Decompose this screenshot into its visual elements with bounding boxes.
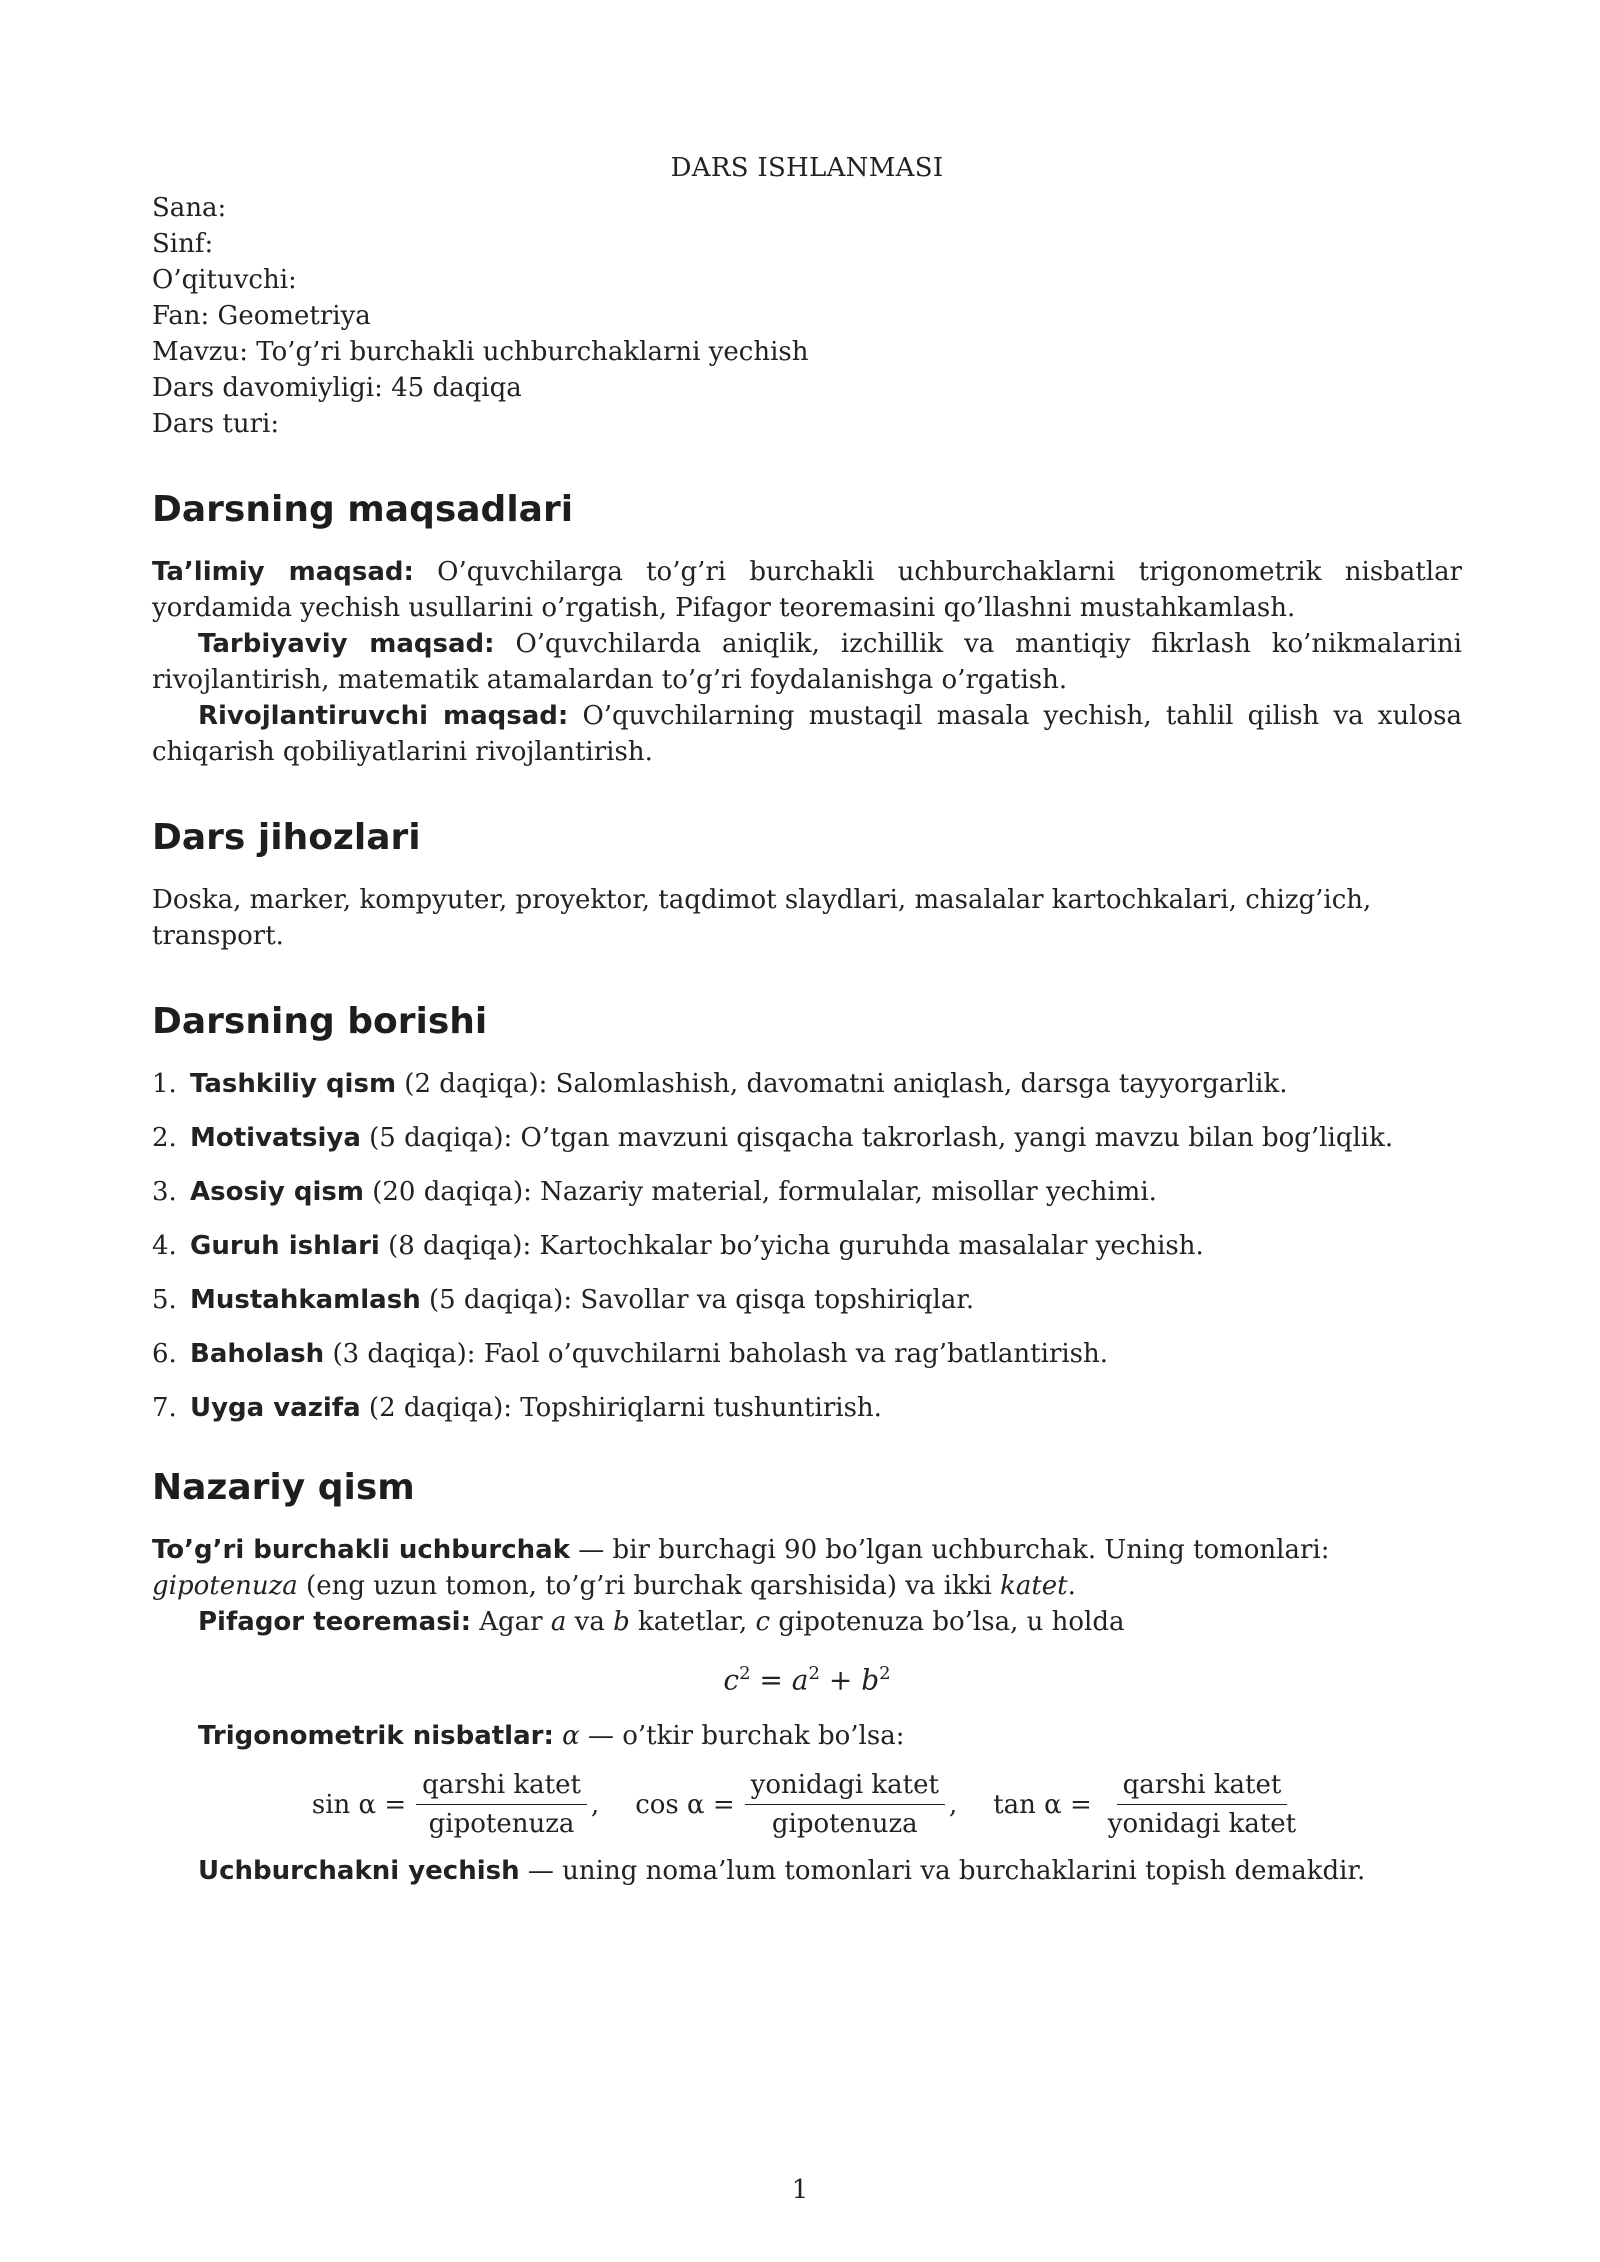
list-item-number: 4. bbox=[152, 1231, 177, 1261]
progress-heading: Darsning borishi bbox=[152, 1001, 488, 1042]
fraction-numerator: yonidagi katet bbox=[745, 1768, 945, 1805]
equipment-heading: Dars jihozlari bbox=[152, 817, 421, 858]
formula-lhs: sin α = bbox=[311, 1789, 407, 1820]
list-item-text: (2 daqiqa): Salomlashish, davomatni aniqlash, darsga tayyorgarlik. bbox=[396, 1069, 1288, 1099]
triangle-solving-definition bbox=[152, 1853, 1462, 1889]
meta-subject: Fan: Geometriya bbox=[152, 301, 371, 331]
list-item-label: Asosiy qism bbox=[190, 1177, 364, 1207]
fraction bbox=[416, 1768, 587, 1841]
goal-upbringing-label: Tarbiyaviy maqsad: bbox=[198, 629, 495, 659]
statement-text: va bbox=[566, 1607, 614, 1637]
separator: , bbox=[948, 1789, 958, 1820]
meta-lesson-type: Dars turi: bbox=[152, 409, 280, 439]
list-item bbox=[152, 1390, 1462, 1426]
list-item bbox=[152, 1120, 1462, 1156]
eq-a: a bbox=[791, 1663, 809, 1697]
eq-exponent: 2 bbox=[808, 1663, 820, 1684]
statement-text: Agar bbox=[470, 1607, 551, 1637]
list-item-number: 2. bbox=[152, 1123, 177, 1153]
trig-ratios-intro bbox=[152, 1718, 1462, 1754]
list-item bbox=[152, 1336, 1462, 1372]
eq-exponent: 2 bbox=[879, 1663, 891, 1684]
fraction bbox=[745, 1768, 945, 1841]
goal-developmental bbox=[152, 698, 1462, 770]
eq-exponent: 2 bbox=[739, 1663, 751, 1684]
list-item-label: Baholash bbox=[190, 1339, 325, 1369]
list-item-label: Tashkiliy qism bbox=[190, 1069, 397, 1099]
goal-developmental-text: O’quvchilarning mustaqil masala yechish, tahlil qilish va xulosa chiqarish qobiliyatlarini rivojlantirish. bbox=[152, 701, 1463, 767]
list-item-text: (8 daqiqa): Kartochkalar bo’yicha guruhda masalalar yechish. bbox=[379, 1231, 1204, 1261]
equipment-text: Doska, marker, kompyuter, proyektor, taqdimot slaydlari, masalalar kartochkalari, chizg’ich, transport. bbox=[152, 885, 1372, 951]
list-item-number: 1. bbox=[152, 1069, 177, 1099]
formula-lhs: cos α = bbox=[635, 1789, 735, 1820]
progress-list bbox=[152, 1066, 1462, 1426]
list-item-number: 6. bbox=[152, 1339, 177, 1369]
meta-teacher: O’qituvchi: bbox=[152, 265, 297, 295]
meta-class: Sinf: bbox=[152, 229, 214, 259]
var-b: b bbox=[613, 1607, 630, 1637]
fraction bbox=[1102, 1768, 1302, 1841]
fraction-numerator: qarshi katet bbox=[416, 1768, 587, 1805]
goal-upbringing bbox=[152, 626, 1462, 698]
list-item-text: (2 daqiqa): Topshiriqlarni tushuntirish. bbox=[360, 1393, 882, 1423]
statement-text: gipotenuza bo’lsa, u holda bbox=[770, 1607, 1125, 1637]
term-hypotenuse: gipotenuza bbox=[152, 1571, 298, 1601]
pythagoras-statement bbox=[152, 1604, 1462, 1640]
fraction-denominator: gipotenuza bbox=[428, 1809, 575, 1840]
meta-block bbox=[152, 190, 1462, 442]
var-alpha: α bbox=[562, 1721, 580, 1752]
list-item-text: (20 daqiqa): Nazariy material, formulalar, misollar yechimi. bbox=[363, 1177, 1157, 1207]
sin-formula bbox=[312, 1768, 599, 1841]
eq-c: c bbox=[723, 1663, 740, 1697]
list-item-label: Motivatsiya bbox=[190, 1123, 361, 1153]
list-item-text: (5 daqiqa): Savollar va qisqa topshiriqlar. bbox=[420, 1285, 975, 1315]
solve-text: — uning noma’lum tomonlari va burchaklarini topish demakdir. bbox=[519, 1856, 1366, 1887]
list-item-number: 3. bbox=[152, 1177, 177, 1207]
right-triangle-definition bbox=[152, 1532, 1462, 1604]
goal-developmental-label: Rivojlantiruvchi maqsad: bbox=[198, 701, 569, 731]
list-item-number: 7. bbox=[152, 1393, 177, 1423]
list-item-label: Mustahkamlash bbox=[190, 1285, 421, 1315]
goal-educational-label: Ta’limiy maqsad: bbox=[152, 557, 414, 587]
pythagoras-equation bbox=[152, 1654, 1462, 1700]
goal-educational bbox=[152, 554, 1462, 626]
term-leg: katet bbox=[1000, 1571, 1068, 1601]
list-item-number: 5. bbox=[152, 1285, 177, 1315]
list-item-label: Guruh ishlari bbox=[190, 1231, 380, 1261]
trig-ratio-formulas bbox=[152, 1768, 1462, 1841]
meta-duration: Dars davomiyligi: 45 daqiqa bbox=[152, 373, 522, 403]
list-item-text: (3 daqiqa): Faol o’quvchilarni baholash va rag’batlantirish. bbox=[324, 1339, 1109, 1369]
trig-label: Trigonometrik nisbatlar: bbox=[198, 1721, 554, 1752]
list-item bbox=[152, 1066, 1462, 1102]
fraction-denominator: yonidagi katet bbox=[1107, 1809, 1297, 1840]
fraction-numerator: qarshi katet bbox=[1117, 1768, 1288, 1805]
goals-heading: Darsning maqsadlari bbox=[152, 489, 574, 530]
meta-date: Sana: bbox=[152, 193, 227, 223]
goal-upbringing-text: O’quvchilarda aniqlik, izchillik va mantiqiy fikrlash ko’nikmalarini rivojlantirish, matematik atamalardan to’g’ri foydalanishga o’rgatish. bbox=[152, 629, 1462, 695]
definition-text: . bbox=[1067, 1571, 1076, 1601]
statement-text: katetlar, bbox=[629, 1607, 756, 1637]
theory-heading: Nazariy qism bbox=[152, 1467, 415, 1508]
formula-lhs: tan α = bbox=[993, 1789, 1092, 1820]
definition-text: — bir burchagi 90 bo’lgan uchburchak. Uning tomonlari: bbox=[570, 1535, 1330, 1565]
tan-formula bbox=[993, 1768, 1302, 1841]
goal-educational-text: O’quvchilarga to’g’ri burchakli uchburchaklarni trigonometrik nisbatlar yordamida yechish usullarini o’rgatish, Pifagor teoremasini qo’llashni mustahkamlash. bbox=[152, 557, 1462, 623]
list-item bbox=[152, 1174, 1462, 1210]
trig-text: — o’tkir burchak bo’lsa: bbox=[579, 1721, 905, 1752]
eq-equals: = bbox=[750, 1663, 792, 1697]
var-c: c bbox=[755, 1607, 771, 1637]
page-number: 1 bbox=[791, 2175, 809, 2205]
cos-formula bbox=[635, 1768, 957, 1841]
definition-text: (eng uzun tomon, to’g’ri burchak qarshisida) va ikki bbox=[297, 1571, 1001, 1601]
solve-label: Uchburchakni yechish bbox=[198, 1856, 520, 1887]
pythagoras-label: Pifagor teoremasi: bbox=[198, 1607, 471, 1637]
document-title: DARS ISHLANMASI bbox=[670, 153, 944, 183]
list-item bbox=[152, 1228, 1462, 1264]
list-item-text: (5 daqiqa): O’tgan mavzuni qisqacha takrorlash, yangi mavzu bilan bog’liqlik. bbox=[360, 1123, 1394, 1153]
list-item-label: Uyga vazifa bbox=[190, 1393, 361, 1423]
definition-label: To’g’ri burchakli uchburchak bbox=[152, 1535, 571, 1565]
var-a: a bbox=[550, 1607, 567, 1637]
eq-b: b bbox=[861, 1663, 880, 1697]
document-page bbox=[152, 150, 1462, 1889]
eq-plus: + bbox=[819, 1663, 862, 1697]
separator: , bbox=[590, 1789, 600, 1820]
list-item bbox=[152, 1282, 1462, 1318]
fraction-denominator: gipotenuza bbox=[771, 1809, 918, 1840]
meta-topic: Mavzu: To’g’ri burchakli uchburchaklarni yechish bbox=[152, 337, 809, 367]
